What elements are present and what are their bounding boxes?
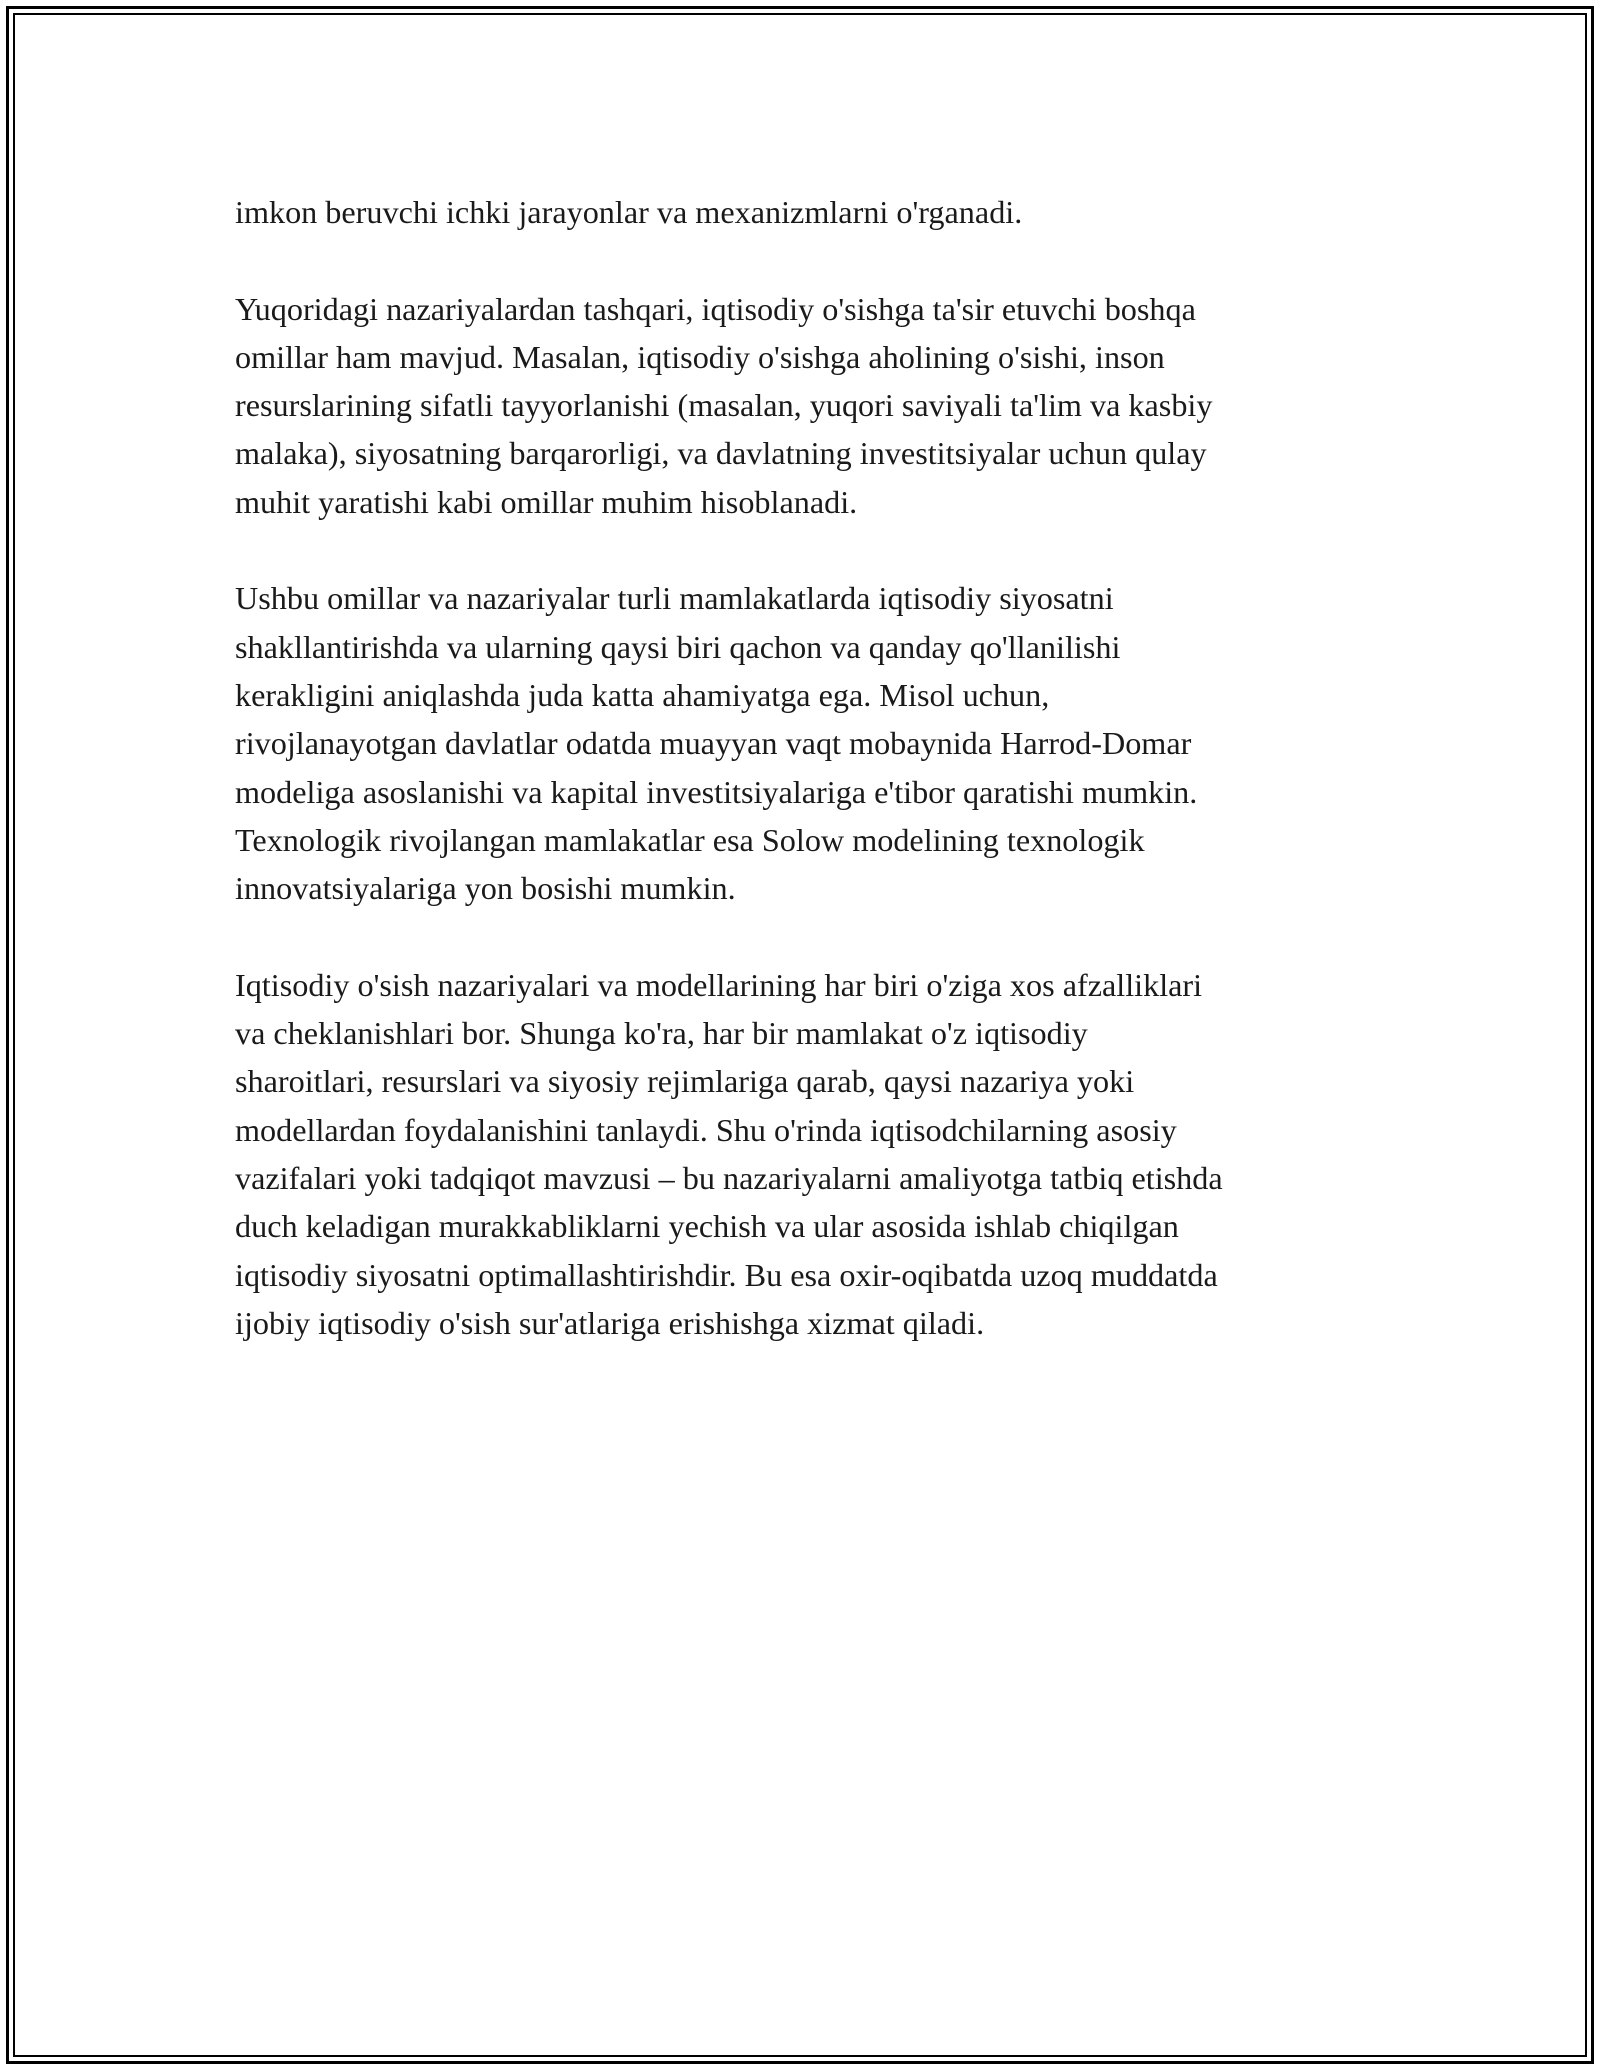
paragraph-2: Yuqoridagi nazariyalardan tashqari, iqtisodiy o'sishga ta'sir etuvchi boshqa omillar ham mavjud. Masalan, iqtisodiy o'sishga aholining o'sishi, inson resurslarining sifatli tayyorlanishi (masalan, yuqori saviyali ta'lim va kasbiy malaka), siyosatning barqarorligi, va davlatning investitsiyalar uchun qulay muhit yaratishi kabi omillar muhim hisoblanadi.: [235, 290, 1213, 520]
paragraph-3: Ushbu omillar va nazariyalar turli mamlakatlarda iqtisodiy siyosatni shakllantirishda va ularning qaysi biri qachon va qanday qo'llanilishi kerakligini aniqlashda juda katta ahamiyatga ega. Misol uchun, rivojlanayotgan davlatlar odatda muayyan vaqt mobaynida Harrod-Domar modeliga asoslanishi va kapital investitsiyalariga e'tibor qaratishi mumkin. Texnologik rivojlangan mamlakatlar esa Solow modelining texnologik innovatsiyalariga yon bosishi mumkin.: [235, 580, 1198, 907]
paragraph-1: imkon beruvchi ichki jarayonlar va mexanizmlarni o'rganadi.: [235, 194, 1023, 230]
document-body: [235, 188, 1370, 1395]
paragraph-4: Iqtisodiy o'sish nazariyalari va modellarining har biri o'ziga xos afzalliklari va cheklanishlari bor. Shunga ko'ra, har bir mamlakat o'z iqtisodiy sharoitlari, resurslari va siyosiy rejimlariga qarab, qaysi nazariya yoki modellardan foydalanishini tanlaydi. Shu o'rinda iqtisodchilarning asosiy vazifalari yoki tadqiqot mavzusi – bu nazariyalarni amaliyotga tatbiq etishda duch keladigan murakkabliklarni yechish va ular asosida ishlab chiqilgan iqtisodiy siyosatni optimallashtirishdir. Bu esa oxir-oqibatda uzoq muddatda ijobiy iqtisodiy o'sish sur'atlariga erishishga xizmat qiladi.: [235, 966, 1223, 1341]
